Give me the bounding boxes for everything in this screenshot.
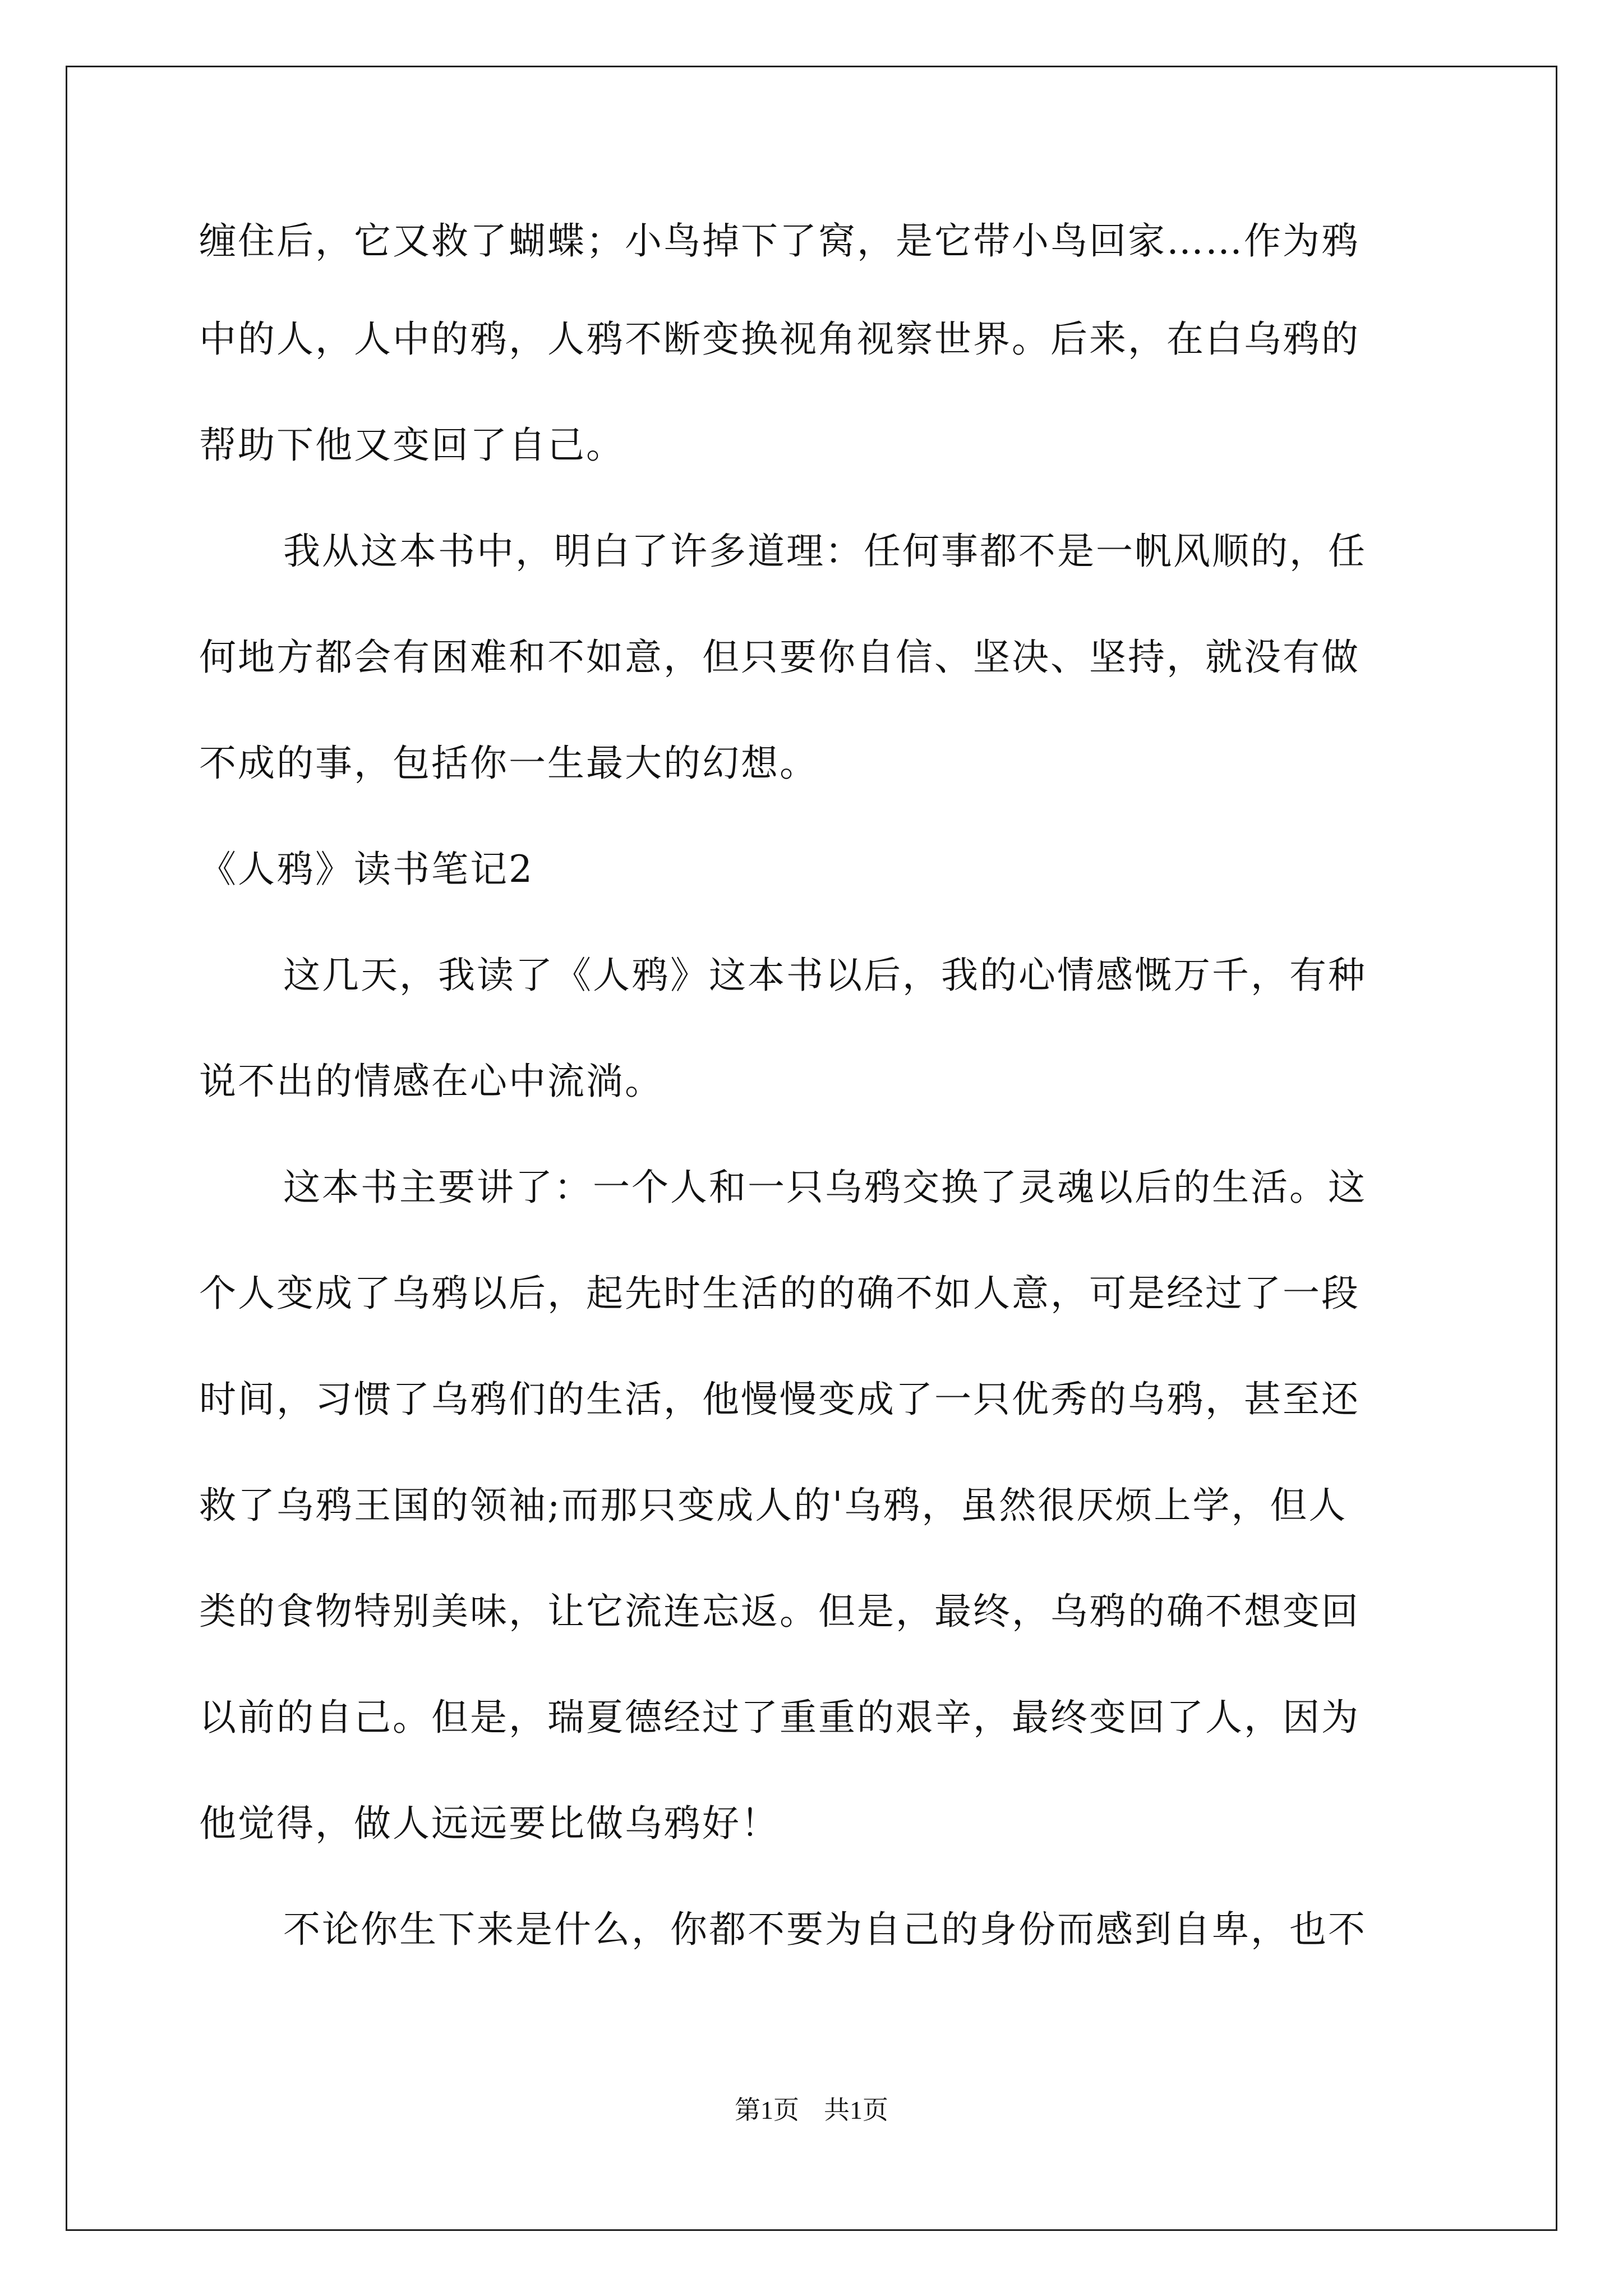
paragraph-line: 说不出的情感在心中流淌。 [199,1060,663,1103]
section-heading: 《人鸦》读书笔记2 [199,848,534,891]
paragraph-line: 他觉得，做人远远要比做乌鸦好！ [199,1802,780,1845]
paragraph-line: 帮助下他又变回了自己。 [199,424,625,467]
paragraph-line: 类的食物特别美味，让它流连忘返。但是，最终，乌鸦的确不想变回 [199,1590,1360,1633]
paragraph-line: 何地方都会有困难和不如意，但只要你自信、坚决、坚持，就没有做 [199,636,1360,679]
paragraph-line: 中的人，人中的鸦，人鸦不断变换视角视察世界。后来，在白乌鸦的 [199,318,1360,361]
paragraph-line: 时间，习惯了乌鸦们的生活，他慢慢变成了一只优秀的乌鸦，甚至还 [199,1378,1360,1421]
paragraph-line: 我从这本书中，明白了许多道理：任何事都不是一帆风顺的，任 [283,530,1367,573]
paragraph-line: 这几天，我读了《人鸦》这本书以后，我的心情感慨万千，有种 [283,954,1367,997]
page-number: 第1页 [735,2096,799,2124]
page-footer [0,2090,1623,2127]
paragraph-line: 不论你生下来是什么，你都不要为自己的身份而感到自卑，也不 [283,1908,1367,1951]
paragraph-line: 这本书主要讲了：一个人和一只乌鸦交换了灵魂以后的生活。这 [283,1166,1367,1209]
paragraph-line: 救了乌鸦王国的领袖;而那只变成人的'乌鸦，虽然很厌烦上学，但人 [199,1484,1348,1527]
paragraph-line: 缠住后，它又救了蝴蝶；小鸟掉下了窝，是它带小鸟回家……作为鸦 [199,219,1360,263]
paragraph-line: 不成的事，包括你一生最大的幻想。 [199,742,818,785]
page-total: 共1页 [824,2096,888,2124]
paragraph-line: 个人变成了乌鸦以后，起先时生活的的确不如人意，可是经过了一段 [199,1272,1360,1315]
paragraph-line: 以前的自己。但是，瑞夏德经过了重重的艰辛，最终变回了人，因为 [199,1696,1360,1739]
document-body [199,196,1427,1982]
